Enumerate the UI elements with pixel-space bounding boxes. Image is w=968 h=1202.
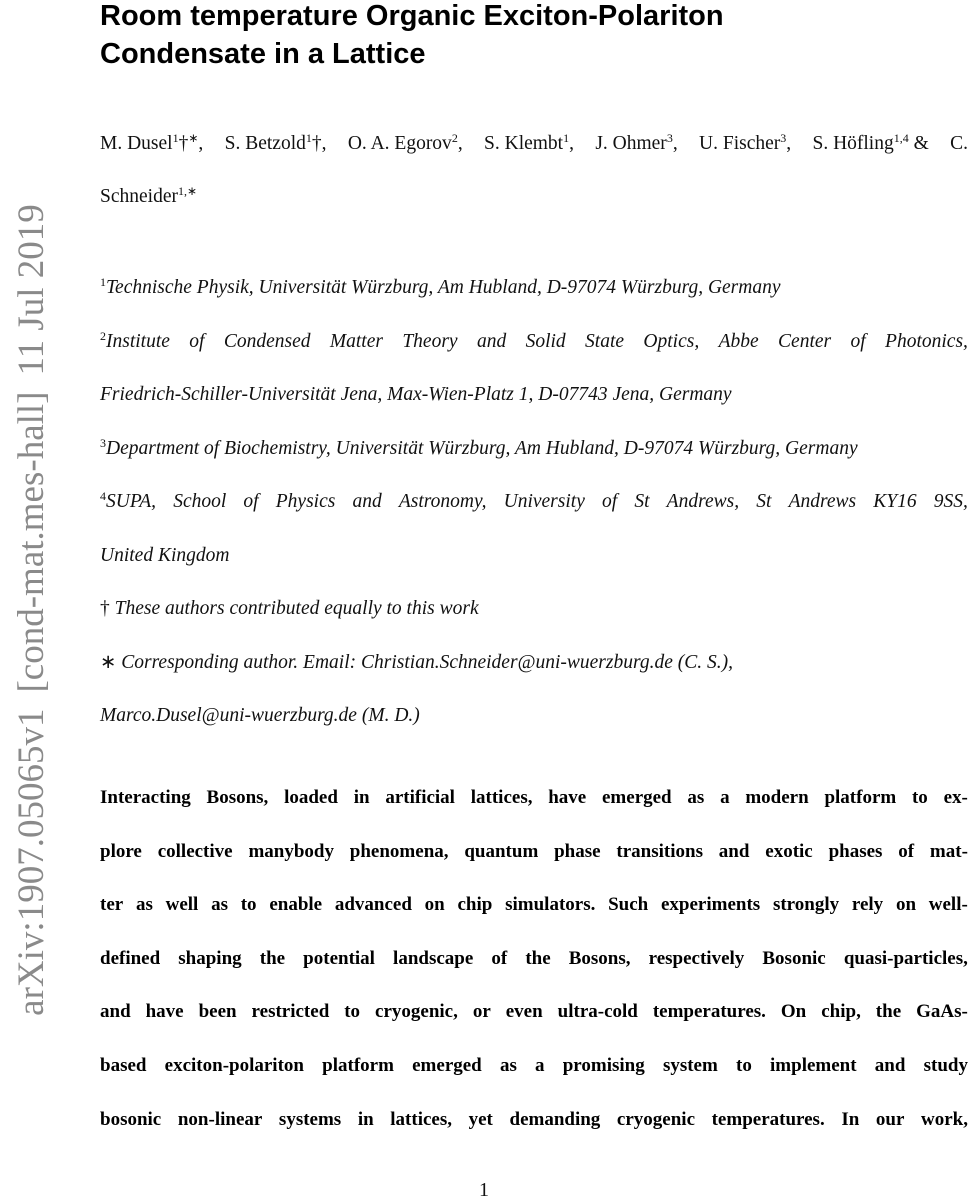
abstract-word: chip [457, 894, 493, 916]
abstract-word: mat- [929, 840, 968, 862]
abstract-word: On [780, 1001, 807, 1023]
abstract-word: well- [928, 894, 968, 916]
abstract-word: phenomena, [349, 840, 449, 862]
author-list [100, 117, 968, 223]
abstract-word: systems [278, 1108, 342, 1130]
affiliation-text: Technische Physik, Universität Würzburg, Am Hubland, D-97074 Würzburg, Germany [106, 277, 781, 298]
abstract-word: have [145, 1001, 184, 1023]
affiliation-4-word: University [503, 491, 585, 512]
abstract-word: emerged [602, 787, 672, 808]
abstract-word: lattices, [390, 1108, 453, 1130]
affiliation-number: 1 [100, 275, 106, 289]
affiliation-4-word: Astronomy, [398, 491, 487, 512]
abstract-word: chip, [821, 1001, 861, 1023]
abstract-word: on [424, 894, 445, 916]
abstract-word: have [548, 787, 587, 808]
affiliation-4-word: St [634, 491, 650, 512]
abstract-word: Interacting [100, 787, 191, 808]
author-item: M. Dusel$^1$†∗, [100, 131, 204, 154]
abstract-word: or [472, 1001, 491, 1023]
abstract-word: to [344, 1001, 361, 1023]
abstract-word: respectively [648, 947, 745, 969]
abstract-word: as [135, 894, 153, 916]
author-line-2 [100, 170, 968, 223]
abstract-word: modern [745, 787, 809, 808]
abstract-word: Such [608, 894, 649, 916]
equal-contribution-text: These authors contributed equally to this work [114, 598, 479, 619]
arxiv-category: [cond-mat.mes-hall] [10, 391, 52, 693]
author-item: C. [950, 133, 968, 154]
abstract-line [100, 825, 968, 879]
affiliation-4-word: and [352, 491, 382, 512]
abstract-word: bosonic [100, 1108, 162, 1130]
abstract-word: promising [562, 1054, 645, 1076]
affiliation-2-line-1 [100, 315, 968, 369]
affiliation-3 [100, 422, 968, 476]
abstract-word: cryogenic [616, 1108, 695, 1130]
author-item: J. Ohmer$^3$, [595, 131, 678, 154]
abstract-word: even [505, 1001, 543, 1023]
dagger-mark: † [100, 598, 110, 619]
abstract-word: to [736, 1054, 752, 1076]
affiliation-2-word: State [585, 330, 625, 352]
abstract-line [100, 1039, 968, 1093]
abstract-word: enable [269, 894, 323, 916]
abstract-word: landscape [393, 947, 474, 969]
abstract-word: advanced [334, 894, 412, 916]
affiliation-2-word: $^2$Institute [100, 328, 170, 352]
corresponding-author-line-1 [100, 636, 968, 690]
affiliation-2-word: Solid [525, 330, 566, 352]
abstract-word: Bosons, [206, 787, 269, 808]
affiliation-2-word: Optics, [643, 330, 700, 352]
abstract-word: yet [468, 1108, 493, 1130]
author-item: O. A. Egorov$^2$, [347, 131, 463, 154]
abstract-word: on [895, 894, 917, 916]
abstract-word: and [718, 840, 750, 862]
abstract-word: in [357, 1108, 374, 1130]
abstract-word: manybody [248, 840, 334, 862]
abstract-word: simulators. [505, 894, 596, 916]
affiliation-4-word: of [243, 491, 259, 512]
affiliation-2-word: Center [778, 330, 832, 352]
affiliation-text: Department of Biochemistry, Universität Würzburg, Am Hubland, D-97074 Würzburg, Germany [106, 437, 858, 459]
abstract-word: study [923, 1054, 968, 1076]
abstract-line [100, 932, 968, 986]
abstract-word: as [499, 1054, 517, 1076]
affiliation-2-word: Matter [329, 330, 383, 352]
abstract-word: a [720, 787, 730, 808]
affiliation-2-line-2: Friedrich-Schiller-Universität Jena, Max-Wien-Platz 1, D-07743 Jena, Germany [100, 384, 732, 405]
abstract-word: the [259, 947, 286, 969]
abstract-word: collective [157, 840, 233, 862]
abstract-word: implement [770, 1054, 857, 1076]
affiliation-4-word: Physics [275, 491, 336, 512]
abstract-word: to [240, 894, 257, 916]
affiliation-4-word: $^4$SUPA, [100, 489, 157, 512]
title-line-2: Condensate in a Lattice [100, 38, 426, 70]
abstract-word: In [841, 1108, 860, 1130]
affiliation-2-word: and [476, 330, 507, 352]
abstract-word: demanding [509, 1108, 601, 1130]
affiliation-4-word: KY16 [873, 491, 917, 512]
corresponding-author-text: Corresponding author. Email: Christian.Schneider@uni-wuerzburg.de (C. S.), [121, 651, 733, 673]
author-item: S. Betzold$^1$†, [224, 131, 327, 154]
abstract-word: platform [824, 787, 897, 808]
abstract-word: strongly [772, 894, 840, 916]
affiliation-1 [100, 261, 968, 315]
abstract-word: shaping [178, 947, 242, 969]
equal-contribution-note [100, 582, 968, 636]
affiliation-2-word: of [189, 330, 205, 352]
affiliation-2-word: Abbe [718, 330, 759, 352]
abstract-word: artificial [385, 787, 455, 808]
abstract-word: non-linear [177, 1108, 263, 1130]
affiliations [100, 261, 968, 743]
abstract-word: to [911, 787, 928, 808]
abstract-word: ultra-cold [557, 1001, 638, 1023]
abstract-word: rely [851, 894, 884, 916]
abstract-word: phases [828, 840, 883, 862]
affiliation-number: 3 [100, 435, 106, 450]
abstract-word: exotic [765, 840, 813, 862]
abstract-word: GaAs- [916, 1001, 968, 1023]
abstract-word: ex- [943, 787, 968, 808]
author-item: S. Klembt$^1$, [484, 131, 574, 154]
abstract-word: platform [322, 1054, 394, 1076]
page-number: 1 [479, 1179, 489, 1201]
author-item: U. Fischer$^3$, [699, 131, 792, 154]
title-line-1: Room temperature Organic Exciton-Polariton [100, 0, 724, 32]
abstract-word: Bosonic [762, 947, 826, 969]
abstract-word: emerged [412, 1054, 482, 1076]
abstract-word: well [165, 894, 199, 916]
author-affiliation-sup: 1,∗ [177, 184, 198, 198]
abstract-word: exciton-polariton [164, 1054, 304, 1076]
affiliation-2-word: Theory [402, 330, 458, 352]
abstract-word: cryogenic, [375, 1001, 458, 1023]
corresponding-author-line-2: Marco.Dusel@uni-wuerzburg.de (M. D.) [100, 705, 420, 726]
abstract-word: defined [100, 947, 161, 969]
abstract-word: quantum [464, 840, 539, 862]
arxiv-id: arXiv:1907.05065v1 [10, 708, 52, 1016]
abstract-line [100, 985, 968, 1039]
abstract-word: and [874, 1054, 906, 1076]
abstract-word: and [100, 1001, 131, 1023]
arxiv-stamp [0, 204, 62, 1016]
abstract-word: phase [554, 840, 601, 862]
abstract-word: lattices, [470, 787, 533, 808]
author-name: Schneider [100, 186, 178, 207]
abstract-word: restricted [251, 1001, 330, 1023]
abstract-word: a [535, 1054, 545, 1076]
affiliation-4-line-1 [100, 475, 968, 529]
abstract-word: the [875, 1001, 902, 1023]
abstract-word: Bosons, [568, 947, 631, 969]
abstract-word: temperatures. [652, 1001, 766, 1023]
abstract-word: loaded [284, 787, 338, 808]
abstract-line [100, 1093, 968, 1147]
affiliation-4-line-2: United Kingdom [100, 544, 230, 566]
abstract-line [100, 878, 968, 932]
abstract-word: the [525, 947, 551, 969]
affiliation-4-word: of [602, 491, 618, 512]
abstract-word: temperatures. [711, 1108, 825, 1130]
paper-title [100, 0, 940, 73]
affiliation-4-word: School [173, 491, 227, 512]
abstract-word: potential [303, 947, 375, 969]
affiliation-4-word: St [756, 491, 772, 512]
affiliation-4-word: Andrews, [666, 491, 740, 512]
abstract-word: transitions [616, 840, 703, 862]
abstract-word: our [875, 1108, 905, 1130]
abstract-word: quasi-particles, [843, 947, 968, 969]
abstract-word: of [898, 840, 915, 862]
arxiv-date: 11 Jul 2019 [10, 204, 52, 376]
affiliation-4-word: 9SS, [933, 491, 968, 512]
affiliation-2-word: of [850, 330, 866, 352]
abstract [100, 771, 968, 1146]
affiliation-2-word: Photonics, [885, 330, 968, 352]
abstract-word: been [198, 1001, 237, 1023]
abstract-word: as [211, 894, 228, 916]
abstract-word: plore [100, 840, 142, 862]
asterisk-mark: ∗ [100, 651, 117, 673]
abstract-word: based [100, 1054, 147, 1076]
author-line-1 [100, 117, 968, 170]
abstract-word: of [491, 947, 508, 969]
abstract-word: in [353, 787, 370, 808]
abstract-word: system [662, 1054, 718, 1076]
author-item: S. Höfling$^{1,4}$ & [812, 131, 929, 154]
affiliation-4-word: Andrews [788, 491, 857, 512]
abstract-word: ter [100, 894, 124, 916]
abstract-line [100, 771, 968, 825]
abstract-word: experiments [661, 894, 761, 916]
abstract-word: as [687, 787, 705, 808]
abstract-word: work, [921, 1108, 968, 1130]
affiliation-2-word: Condensed [223, 330, 311, 352]
